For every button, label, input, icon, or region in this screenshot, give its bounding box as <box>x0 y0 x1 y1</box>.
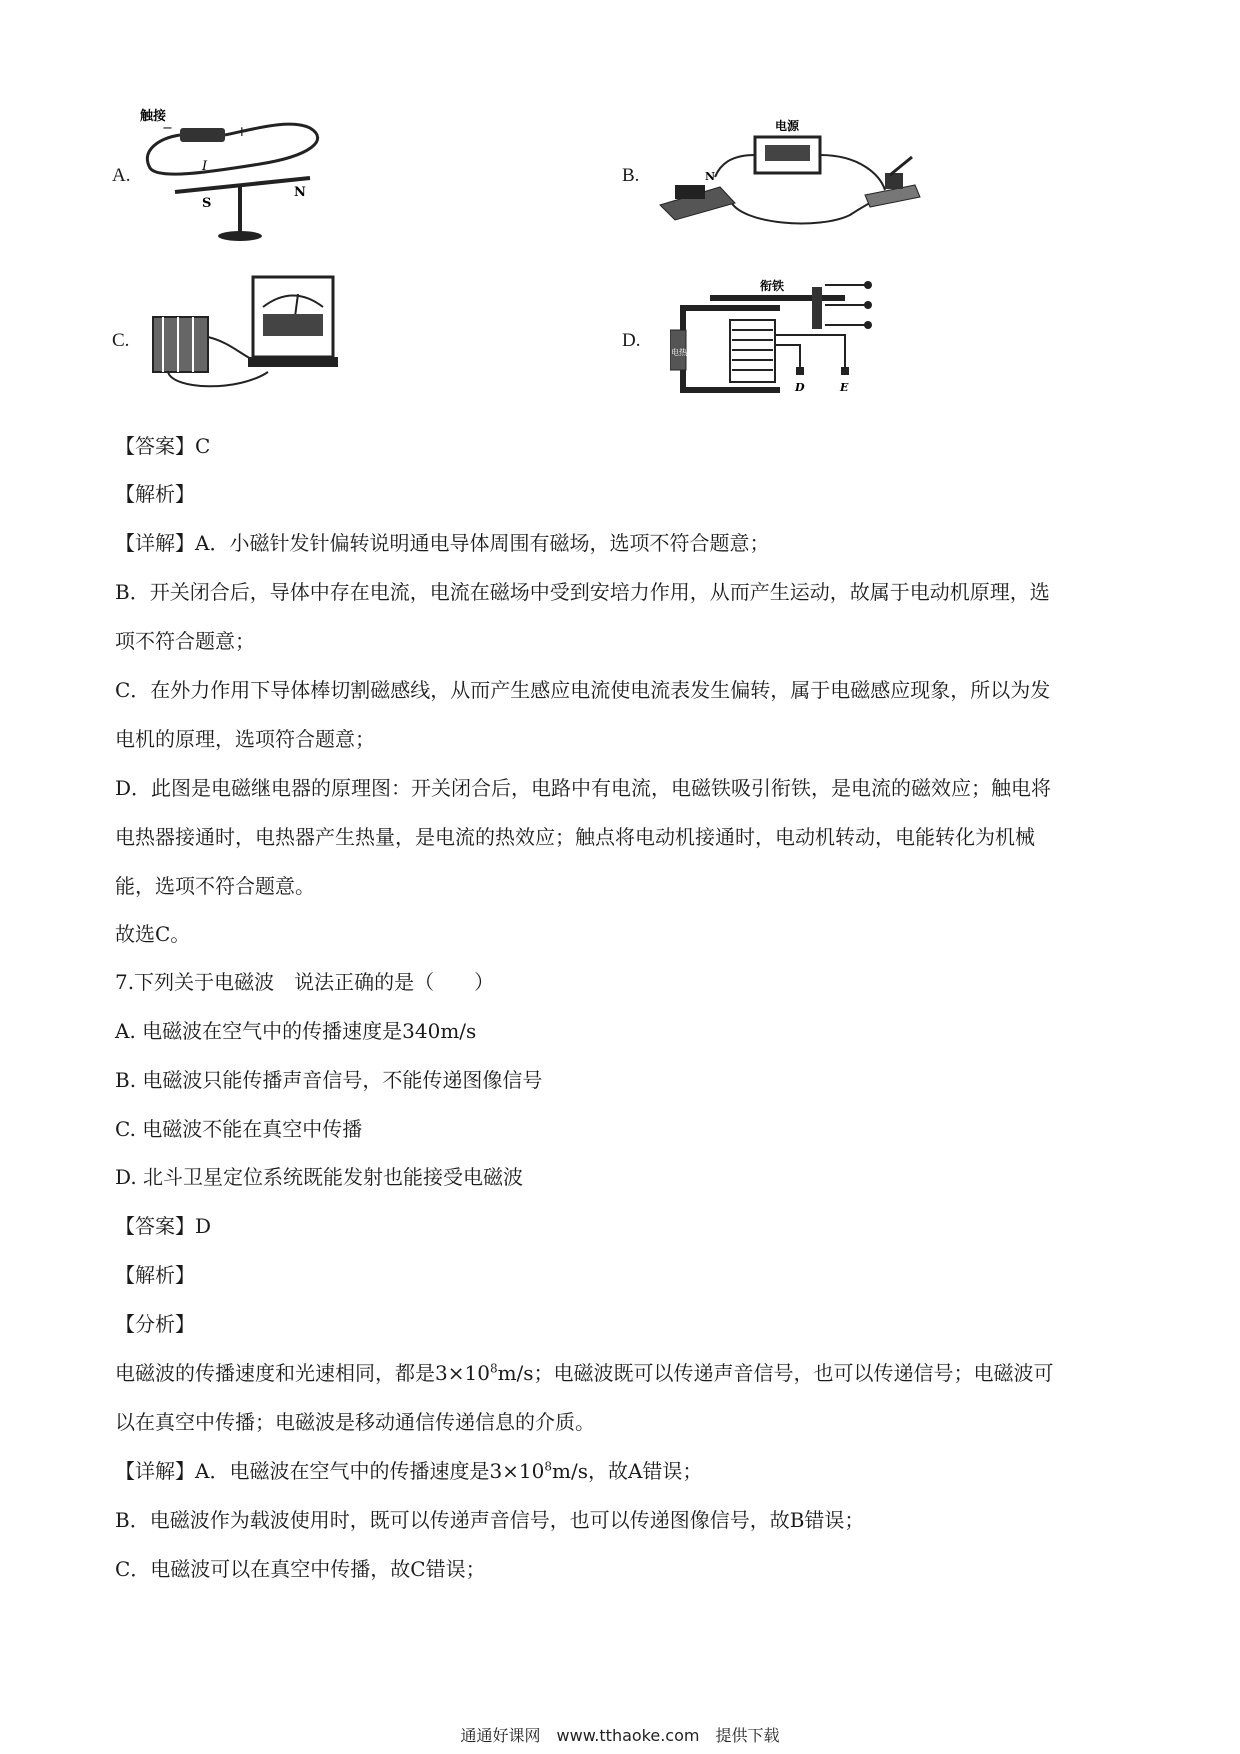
relay-frame-bottom <box>680 387 780 393</box>
magnet <box>675 185 705 199</box>
compass-needle <box>175 178 310 192</box>
fig-a-n: N <box>294 185 306 200</box>
page-footer: 通通好课网 www.tthaoke.com 提供下载 <box>460 1726 780 1745</box>
detail-7-a: 【详解】A．电磁波在空气中的传播速度是$3\times 10^8m/s$，故A错误； <box>115 1459 703 1483</box>
detail-7-c: C．电磁波可以在真空中传播，故C错误； <box>115 1557 486 1581</box>
option-a-label: A. <box>112 165 131 186</box>
wire-lower <box>168 372 268 386</box>
detail-6-b-2: 项不符合题意； <box>115 629 255 653</box>
figure-b-motor-principle <box>650 115 930 240</box>
detail-6-c-2: 电机的原理，选项符合题意； <box>115 727 375 751</box>
figure-d-relay <box>670 275 880 400</box>
wire-e <box>775 335 845 370</box>
wire-left <box>715 155 755 177</box>
figure-c-generator <box>148 272 338 397</box>
fig-b-caption: 电源 <box>775 119 800 133</box>
battery-shape <box>180 128 225 142</box>
fig-b-n: N <box>705 170 716 183</box>
detail-6-c-1: C．在外力作用下导体棒切割磁感线，从而产生感应电流使电流表发生偏转，属于电磁感应现象，所以为发 <box>115 678 1051 702</box>
terminal-1 <box>864 281 872 289</box>
wire-right <box>820 155 885 190</box>
fenxi-7-text-2: 以在真空中传播；电磁波是移动通信传递信息的介质。 <box>115 1410 595 1434</box>
figure-a-oersted <box>140 100 330 245</box>
option-b-label: B. <box>622 165 640 186</box>
magnet-block <box>153 317 208 372</box>
wire-bottom <box>730 195 885 223</box>
fenxi-7-heading: 【分析】 <box>115 1312 195 1336</box>
fenxi-7-text-1: 电磁波的传播速度和光速相同，都是$3\times 10^8m/s$；电磁波既可以传递声音信号，也可以传递信号；电磁波可 <box>115 1361 1054 1385</box>
wire-top <box>208 337 253 360</box>
detail-6-b-1: B．开关闭合后，导体中存在电流，电流在磁场中受到安培力作用，从而产生运动，故属于电动机原理，选 <box>115 580 1050 604</box>
terminal-3 <box>864 321 872 329</box>
fig-d-caption: 衔铁 <box>760 279 785 293</box>
switch-lever <box>890 157 912 175</box>
fig-d-e: E <box>840 381 849 394</box>
detail-6-d-1: D．此图是电磁继电器的原理图：开关闭合后，电路中有电流，电磁铁吸引衔铁，是电流的磁效应；触电将 <box>115 776 1052 800</box>
power-panel <box>765 145 810 161</box>
relay-frame-top <box>680 305 780 311</box>
switch-body <box>885 173 903 189</box>
analysis-7-heading: 【解析】 <box>115 1263 195 1287</box>
contact-block <box>812 287 822 329</box>
fig-a-caption: 触接 <box>140 109 167 124</box>
option-c-label: C. <box>112 330 130 351</box>
fig-a-s: S <box>202 196 212 211</box>
answer-6: 【答案】C <box>115 434 211 458</box>
fig-d-d: D <box>795 381 805 394</box>
fig-a-minus: − <box>162 121 173 136</box>
analysis-6-heading: 【解析】 <box>115 482 195 506</box>
fig-a-current: I <box>202 159 208 174</box>
detail-6-d-2: 电热器接通时，电热器产生热量，是电流的热效应；触点将电动机接通时，电动机转动，电能转化为机械 <box>115 825 1035 849</box>
question-7-option-c: C. 电磁波不能在真空中传播 <box>115 1117 363 1141</box>
question-7-option-d: D. 北斗卫星定位系统既能发射也能接受电磁波 <box>115 1165 524 1189</box>
conclusion-6: 故选C。 <box>115 922 191 946</box>
question-7: 7.下列关于电磁波 说法正确的是（ ） <box>115 970 495 994</box>
answer-7: 【答案】D <box>115 1214 212 1238</box>
fig-d-heater: 电热 <box>671 348 687 357</box>
armature <box>710 295 845 301</box>
question-7-option-a: A. 电磁波在空气中的传播速度是340m/s <box>115 1019 477 1043</box>
stand-base <box>218 231 262 241</box>
ammeter-base <box>248 357 338 367</box>
option-d-label: D. <box>622 330 641 351</box>
wire-d <box>775 345 800 370</box>
fig-a-plus: + <box>236 124 248 140</box>
detail-6-d-3: 能，选项不符合题意。 <box>115 874 315 898</box>
ammeter-panel <box>263 314 323 336</box>
detail-7-b: B．电磁波作为载波使用时，既可以传递声音信号，也可以传递图像信号，故B错误； <box>115 1508 865 1532</box>
terminal-2 <box>864 301 872 309</box>
detail-6-a: 【详解】A．小磁针发针偏转说明通电导体周围有磁场，选项不符合题意； <box>115 531 770 555</box>
question-7-option-b: B. 电磁波只能传播声音信号，不能传递图像信号 <box>115 1068 543 1092</box>
